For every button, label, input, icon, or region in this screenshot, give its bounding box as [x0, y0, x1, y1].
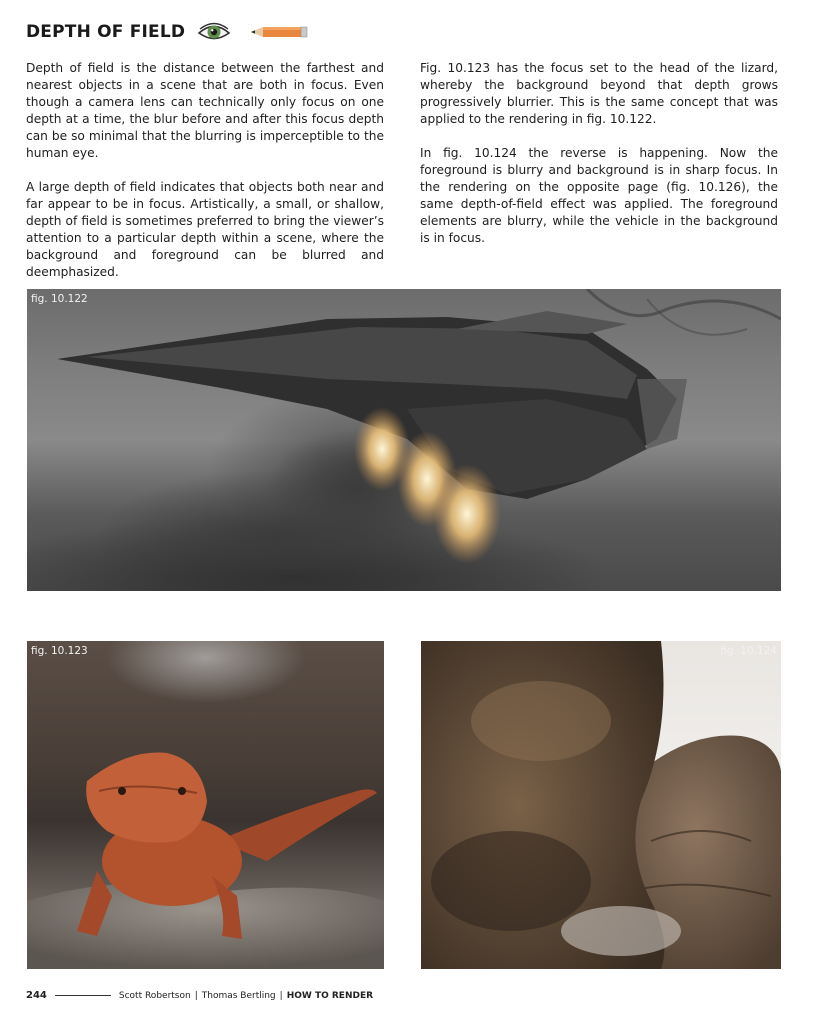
- figure-spaceship-render: [27, 289, 781, 591]
- body-paragraph: Fig. 10.123 has the focus set to the head of the lizard, whereby the background beyond that depth grows progressively blurrier. This is the same concept that was applied to the rendering in fig. 10.122.: [420, 61, 778, 126]
- footer-separator: |: [279, 990, 283, 1001]
- pencil-icon: [249, 24, 309, 40]
- page-number: 244: [26, 990, 47, 1001]
- section-heading: [26, 20, 309, 44]
- left-text-column: [26, 60, 384, 298]
- spaceship-illustration: [27, 289, 781, 591]
- page-footer: [26, 990, 373, 1001]
- book-title: HOW TO RENDER: [286, 990, 374, 1001]
- lizard-illustration: [27, 641, 384, 969]
- footer-separator: |: [194, 990, 198, 1001]
- section-title: DEPTH OF FIELD: [26, 22, 186, 42]
- figure-label: fig. 10.122: [31, 293, 88, 305]
- author-name: Thomas Bertling: [201, 990, 276, 1001]
- eye-icon: [197, 20, 231, 44]
- figure-rocks-photo: [421, 641, 781, 969]
- body-paragraph: A large depth of field indicates that objects both near and far appear to be in focus. Artistically, a small, or shallow, depth of field is sometimes preferred to bring the viewer’s attention to a particular depth within a scene, where the background and foreground can be blurred and deemphasized.: [26, 180, 384, 279]
- footer-divider: [55, 995, 111, 996]
- author-name: Scott Robertson: [118, 990, 191, 1001]
- body-paragraph: Depth of field is the distance between the farthest and nearest objects in a scene that are both in focus. Even though a camera lens can technically only focus on one depth at a time, the blur before and after this focus depth can be so minimal that the blurring is imperceptible to the human eye.: [26, 61, 384, 160]
- figure-label: fig. 10.124: [720, 645, 777, 657]
- rocks-illustration: [421, 641, 781, 969]
- figure-lizard-photo: [27, 641, 384, 969]
- figure-label: fig. 10.123: [31, 645, 88, 657]
- body-paragraph: In fig. 10.124 the reverse is happening. Now the foreground is blurry and background is in sharp focus. In the rendering on the opposite page (fig. 10.126), the same depth-of-field effect was applied. The foreground elements are blurry, while the vehicle in the background is in focus.: [420, 146, 778, 245]
- right-text-column: [420, 60, 778, 264]
